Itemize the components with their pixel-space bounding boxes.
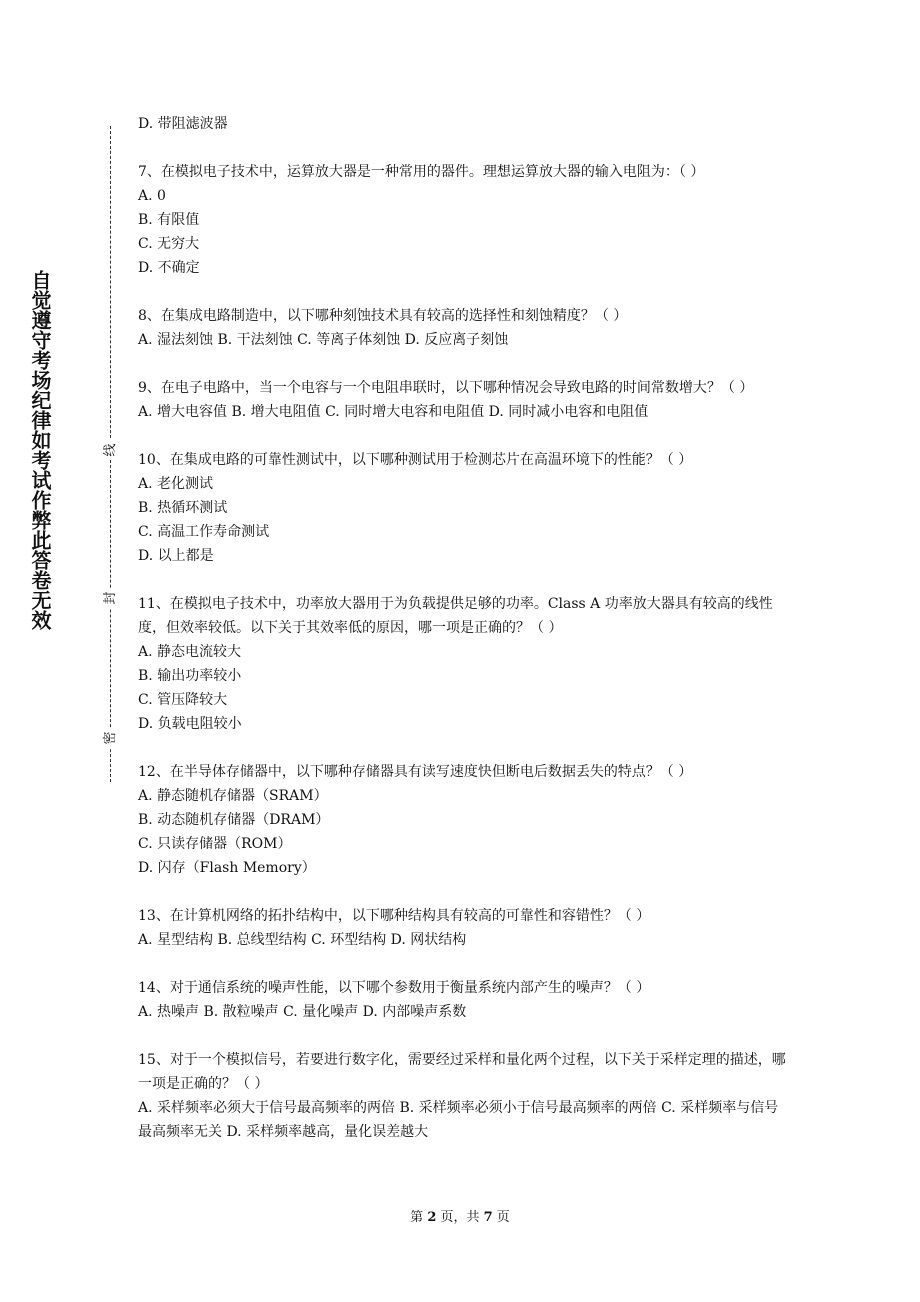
question-stem: 9、在电子电路中，当一个电容与一个电阻串联时，以下哪种情况会导致电路的时间常数增大？（ ） [138,380,754,396]
question-9 [138,376,788,424]
footer-prefix: 第 [410,1210,428,1225]
question-stem: 15、对于一个模拟信号，若要进行数字化，需要经过采样和量化两个过程，以下关于采样定理的描述，哪一项是正确的？（ ） [138,1052,786,1092]
page-footer [0,1206,920,1225]
question-7 [138,160,788,280]
question-stem: 8、在集成电路制造中，以下哪种刻蚀技术具有较高的选择性和刻蚀精度？（ ） [138,308,628,324]
option-line: D. 负载电阻较小 [138,716,242,732]
question-stem: 7、在模拟电子技术中，运算放大器是一种常用的器件。理想运算放大器的输入电阻为：（ ） [138,164,705,180]
question-list [138,112,788,1168]
question-12 [138,760,788,880]
option-line: D. 不确定 [138,260,200,276]
option-line: C. 管压降较大 [138,692,228,708]
option-line: A. 0 [138,188,166,204]
current-page-number: 2 [427,1210,437,1225]
option-line: B. 输出功率较小 [138,668,242,684]
option-line: A. 静态电流较大 [138,644,242,660]
question-14 [138,976,788,1024]
option-line: D. 闪存（Flash Memory） [138,860,316,876]
question-stem: 13、在计算机网络的拓扑结构中，以下哪种结构具有较高的可靠性和容错性？（ ） [138,908,651,924]
question-13 [138,904,788,952]
question-stem: 10、在集成电路的可靠性测试中，以下哪种测试用于检测芯片在高温环境下的性能？（ ） [138,452,693,468]
question-stem: 12、在半导体存储器中，以下哪种存储器具有读写速度快但断电后数据丢失的特点？（ ） [138,764,693,780]
option-line: C. 高温工作寿命测试 [138,524,270,540]
exam-discipline-notice: 自觉遵守考场纪律如考试作弊此答卷无效 [28,270,52,630]
option-line: A. 星型结构 B. 总线型结构 C. 环型结构 D. 网状结构 [138,932,467,948]
footer-suffix: 页 [492,1210,510,1225]
option-line: A. 增大电容值 B. 增大电阻值 C. 同时增大电容和电阻值 D. 同时减小电容和电阻值 [138,404,649,420]
option-line: B. 动态随机存储器（DRAM） [138,812,330,828]
option-line: D. 以上都是 [138,548,214,564]
option-line: A. 采样频率必须大于信号最高频率的两倍 B. 采样频率必须小于信号最高频率的两倍 C. 采样频率与信号最高频率无关 D. 采样频率越高，量化误差越大 [138,1100,779,1140]
option-line: B. 有限值 [138,212,200,228]
option-line: A. 热噪声 B. 散粒噪声 C. 量化噪声 D. 内部噪声系数 [138,1004,467,1020]
option-line: A. 老化测试 [138,476,214,492]
question-11 [138,592,788,736]
question-15 [138,1048,788,1144]
question-stem: 14、对于通信系统的噪声性能，以下哪个参数用于衡量系统内部产生的噪声？（ ） [138,980,651,996]
option-line: B. 热循环测试 [138,500,228,516]
question-6-tail [138,112,788,136]
option-line: D. 带阻滤波器 [138,116,228,132]
question-8 [138,304,788,352]
option-line: C. 无穷大 [138,236,200,252]
question-stem: 11、在模拟电子技术中，功率放大器用于为负载提供足够的功率。Class A 功率放大器具有较高的线性度，但效率较低。以下关于其效率低的原因，哪一项是正确的？（ ） [138,596,773,636]
binding-label-xian: 线 [101,440,121,460]
option-line: C. 只读存储器（ROM） [138,836,292,852]
question-10 [138,448,788,568]
footer-middle: 页，共 [436,1210,484,1225]
option-line: A. 静态随机存储器（SRAM） [138,788,328,804]
binding-label-mi: 密 [101,728,121,748]
total-page-count: 7 [483,1210,493,1225]
option-line: A. 湿法刻蚀 B. 干法刻蚀 C. 等离子体刻蚀 D. 反应离子刻蚀 [138,332,509,348]
binding-label-feng: 封 [101,588,121,608]
